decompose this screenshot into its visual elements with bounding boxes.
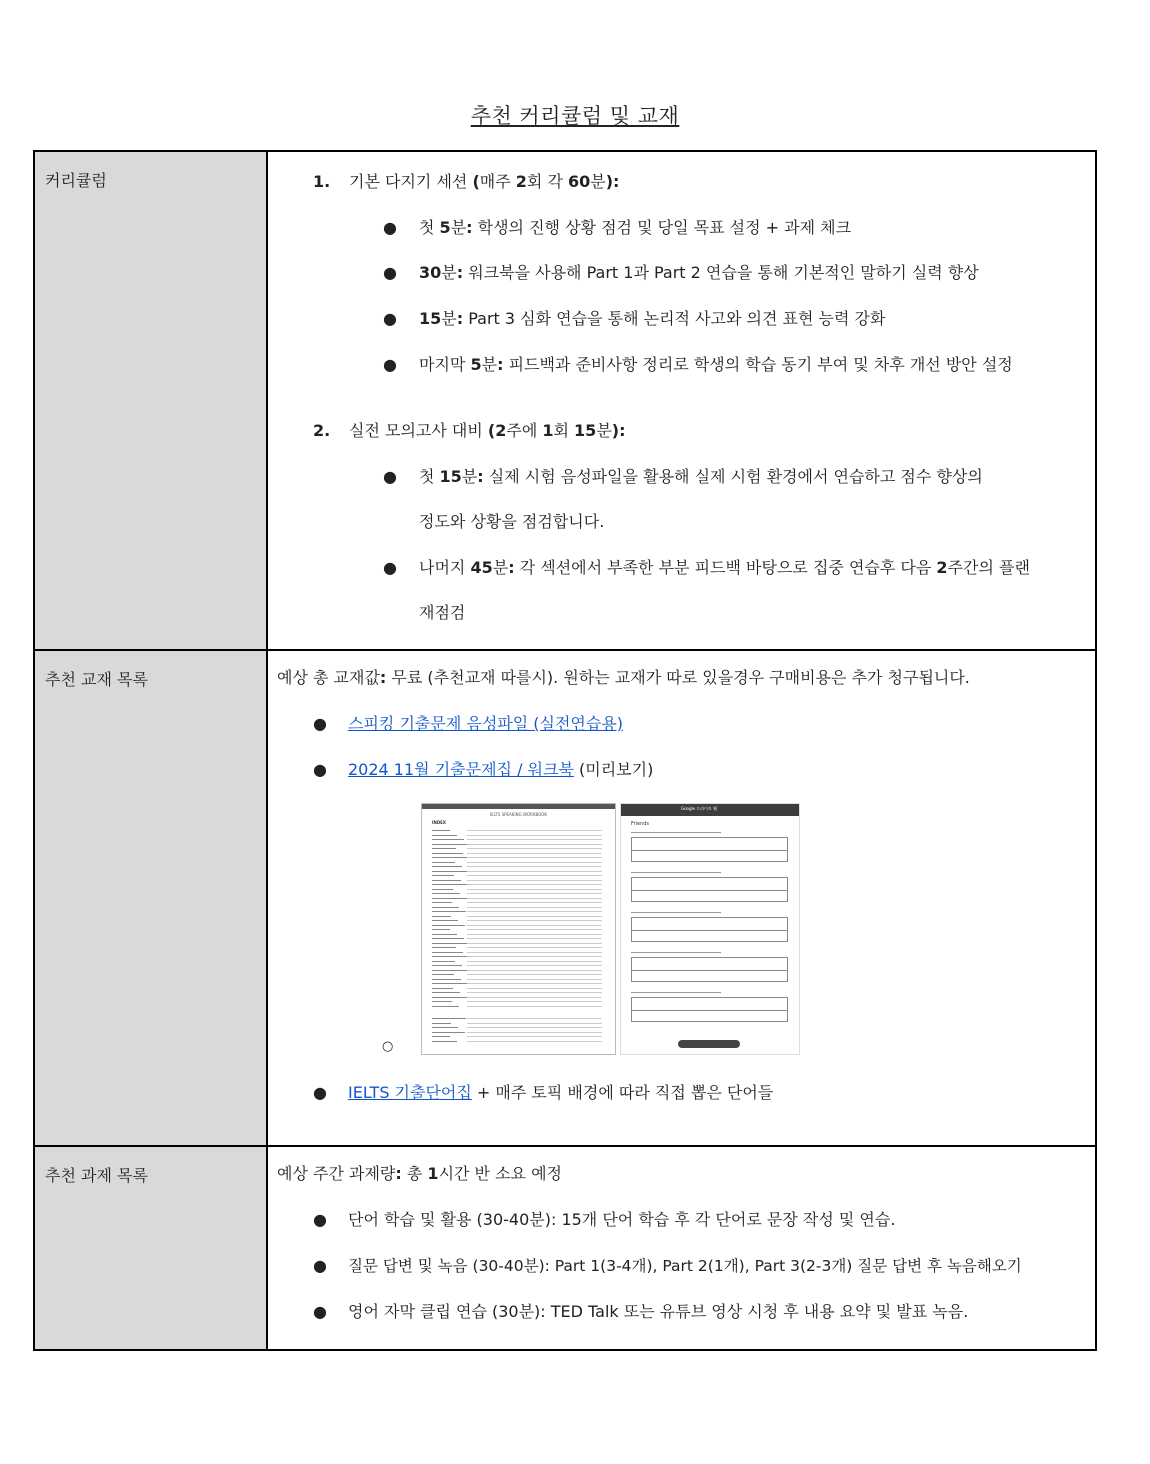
homework-content: 예상 주간 과제량: 총 1시간 반 소요 예정 ● 단어 학습 및 활용 (30-40분): 15개 단어 학습 후 각 단어로 문장 작성 및 연습. ● 질문 답변 및 녹음 (30-40분): Part 1(3-4개), Part 2(1개), Part 3(2-3개) 질문 답변 후 녹음해오기 ● 영어 자막 클립 연습 (30분): TED Talk 또는 유튜브 영상 시청 후 내용 요약 및 발표 녹음. [267, 1146, 1096, 1350]
index-entry-line [432, 974, 454, 975]
index-entry-line [432, 1041, 457, 1042]
table-row-homework [34, 1146, 1096, 1350]
index-entry-line [432, 848, 456, 849]
index-dotted-leader [467, 889, 602, 890]
preview-label: (미리보기) [573, 760, 654, 779]
index-entry-line [432, 925, 465, 926]
index-dotted-leader [467, 875, 602, 876]
index-entry-line [432, 1027, 458, 1028]
index-dotted-leader [467, 884, 602, 885]
bullet-icon: ● [313, 760, 327, 779]
curriculum-content: 1. 기본 다지기 세션 (매주 2회 각 60분): ● 첫 5분: 학생의 진행 상황 점검 및 당일 목표 설정 + 과제 체크 ● 30분: 워크북을 사용해 Part 1과 Part 2 연습을 통해 기본적인 말하기 실력 향상 ● 15분: Part 3 심화 연습을 통해 논리적 사고와 의견 표현 능력 강화 ● 마지막 5분: 피드백과 준비사항 정리로 학생의 학습 동기 부여 및 차후 개선 방안 설정 2. 실전 모의고사 대비 (2주에 1회 15분): ● 첫 15분: 실제 시험 음성파일을 활용해 실제 시험 환경에서 연습하고 점수 향상의 정도와 상황을 점검합니다. ● 나머지 45분: 각 섹션에서 부족한 부분 피드백 바탕으로 집중 연습후 다음 2주간의 플랜 재점검 [267, 151, 1096, 650]
preview-page-title: Friends [631, 821, 649, 827]
index-dotted-leader [467, 961, 602, 962]
question-line [631, 912, 721, 913]
list-item-continuation: 정도와 상황을 점검합니다. [419, 512, 605, 531]
answer-box [631, 970, 788, 982]
index-entry-line [432, 988, 453, 989]
index-entry-line [432, 830, 450, 831]
document-title: 추천 커리큘럼 및 교재 [470, 104, 680, 128]
section-heading-text: 실전 모의고사 대비 [349, 421, 488, 440]
index-dotted-leader [467, 1006, 602, 1007]
index-entry-line [432, 844, 471, 845]
answer-box [631, 837, 788, 851]
index-entry-line [432, 880, 461, 881]
index-entry-line [432, 875, 454, 876]
bullet-icon: ● [383, 558, 397, 577]
index-entry-line [432, 992, 460, 993]
index-dotted-leader [467, 992, 602, 993]
index-dotted-leader [467, 970, 602, 971]
bullet-icon: ● [383, 467, 397, 486]
index-entry-line [432, 866, 462, 867]
index-dotted-leader [467, 956, 602, 957]
index-entry-line [432, 1018, 466, 1019]
index-entry-line [432, 1023, 451, 1024]
index-dotted-leader [467, 1036, 602, 1037]
index-dotted-leader [467, 902, 602, 903]
index-dotted-leader [467, 871, 602, 872]
index-entry-line [432, 943, 471, 944]
index-dotted-leader [467, 925, 602, 926]
table-row-curriculum [34, 151, 1096, 650]
index-dotted-leader [467, 898, 602, 899]
index-entry-line [432, 839, 464, 840]
index-dotted-leader [467, 929, 602, 930]
index-dotted-leader [467, 997, 602, 998]
index-dotted-leader [467, 943, 602, 944]
question-line [631, 872, 721, 873]
index-entry-line [432, 983, 468, 984]
index-dotted-leader [467, 866, 602, 867]
index-dotted-leader [467, 839, 602, 840]
index-dotted-leader [467, 1001, 602, 1002]
answer-box [631, 930, 788, 942]
audio-files-link[interactable]: 스피킹 기출문제 음성파일 (실전연습용) [348, 714, 624, 733]
index-dotted-leader [467, 830, 602, 831]
section-heading-text: 기본 다지기 세션 [349, 172, 473, 191]
index-dotted-leader [467, 835, 602, 836]
section-number: 1. [313, 172, 331, 191]
index-entry-line [432, 947, 456, 948]
index-entry-line [432, 853, 463, 854]
bullet-icon: ● [313, 714, 327, 733]
index-dotted-leader [467, 1027, 602, 1028]
index-dotted-leader [467, 947, 602, 948]
bullet-icon: ● [313, 1210, 327, 1229]
list-item-continuation: 재점검 [419, 603, 466, 622]
question-line [631, 952, 721, 953]
index-entry-line [432, 1001, 452, 1002]
index-dotted-leader [467, 853, 602, 854]
index-entry-line [432, 934, 457, 935]
row-label-textbooks: 추천 교재 목록 [34, 650, 267, 1146]
index-entry-line [432, 929, 450, 930]
index-dotted-leader [467, 844, 602, 845]
index-entry-line [432, 956, 470, 957]
index-dotted-leader [467, 1032, 602, 1033]
index-entry-line [432, 835, 457, 836]
index-dotted-leader [467, 857, 602, 858]
vocabulary-note: + 매주 토픽 배경에 따라 직접 뽑은 단어들 [471, 1083, 774, 1102]
answer-box [631, 877, 788, 891]
index-entry-line [432, 1032, 465, 1033]
index-dotted-leader [467, 920, 602, 921]
workbook-link[interactable]: 2024 11월 기출문제집 / 워크북 [348, 760, 574, 779]
answer-box [631, 997, 788, 1011]
index-entry-line [432, 889, 453, 890]
index-dotted-leader [467, 862, 602, 863]
index-dotted-leader [467, 983, 602, 984]
index-entry-line [432, 952, 463, 953]
section-1-heading: 1. 기본 다지기 세션 (매주 2회 각 60분): [313, 172, 620, 191]
table-row-textbooks [34, 650, 1096, 1146]
section-2-heading: 2. 실전 모의고사 대비 (2주에 1회 15분): [313, 421, 626, 440]
index-dotted-leader [467, 1041, 602, 1042]
question-line [631, 992, 721, 993]
index-entry-line [432, 938, 464, 939]
index-entry-line [432, 970, 469, 971]
bullet-icon: ● [383, 263, 397, 282]
bullet-icon: ● [313, 1256, 327, 1275]
answer-box [631, 917, 788, 931]
index-entry-line [432, 1036, 450, 1037]
sub-bullet-icon: ○ [382, 1039, 394, 1054]
bullet-icon: ● [383, 218, 397, 237]
vocabulary-book-link[interactable]: IELTS 기출단어집 [348, 1083, 472, 1102]
index-entry-line [432, 902, 452, 903]
index-dotted-leader [467, 988, 602, 989]
index-entry-line [432, 857, 470, 858]
bullet-icon: ● [383, 355, 397, 374]
index-entry-line [432, 997, 467, 998]
index-dotted-leader [467, 938, 602, 939]
answer-box [631, 850, 788, 862]
index-entry-line [432, 907, 459, 908]
index-dotted-leader [467, 1023, 602, 1024]
workbook-page-preview-image[interactable] [620, 803, 800, 1055]
index-entry-line [432, 920, 458, 921]
curriculum-table [33, 150, 1097, 1351]
index-dotted-leader [467, 911, 602, 912]
index-dotted-leader [467, 893, 602, 894]
answer-box [631, 1010, 788, 1022]
index-entry-line [432, 965, 462, 966]
question-line [631, 832, 721, 833]
homework-intro: 예상 주간 과제량: 총 1시간 반 소요 예정 [277, 1164, 563, 1183]
index-entry-line [432, 979, 461, 980]
bullet-icon: ● [383, 309, 397, 328]
index-dotted-leader [467, 952, 602, 953]
index-dotted-leader [467, 916, 602, 917]
index-entry-line [432, 862, 455, 863]
index-entry-line [432, 1006, 459, 1007]
preview-drive-tab: Google 드라이브 웹 [681, 806, 717, 811]
index-entry-line [432, 871, 469, 872]
index-entry-line [432, 893, 460, 894]
row-label-curriculum: 커리큘럼 [34, 151, 267, 650]
preview-toolbar [678, 1040, 740, 1048]
answer-box [631, 890, 788, 902]
index-dotted-leader [467, 1018, 602, 1019]
answer-box [631, 957, 788, 971]
index-dotted-leader [467, 880, 602, 881]
index-dotted-leader [467, 965, 602, 966]
index-entry-line [432, 961, 455, 962]
preview-index-title: INDEX [432, 820, 446, 825]
index-entry-line [432, 884, 468, 885]
section-number: 2. [313, 421, 331, 440]
row-label-homework: 추천 과제 목록 [34, 1146, 267, 1350]
index-dotted-leader [467, 848, 602, 849]
textbooks-intro: 예상 총 교재값: 무료 (추천교재 따를시). 원하는 교재가 따로 있을경우 구매비용은 추가 청구됩니다. [277, 668, 970, 687]
preview-header: IELTS SPEAKING WORKBOOK [489, 812, 548, 817]
index-entry-line [432, 898, 467, 899]
workbook-index-preview-image[interactable] [421, 803, 616, 1055]
textbooks-content [267, 650, 1096, 1146]
index-dotted-leader [467, 974, 602, 975]
index-dotted-leader [467, 979, 602, 980]
index-entry-line [432, 911, 466, 912]
bullet-icon: ● [313, 1302, 327, 1321]
bullet-icon: ● [313, 1083, 327, 1102]
index-dotted-leader [467, 934, 602, 935]
index-entry-line [432, 916, 451, 917]
index-dotted-leader [467, 907, 602, 908]
